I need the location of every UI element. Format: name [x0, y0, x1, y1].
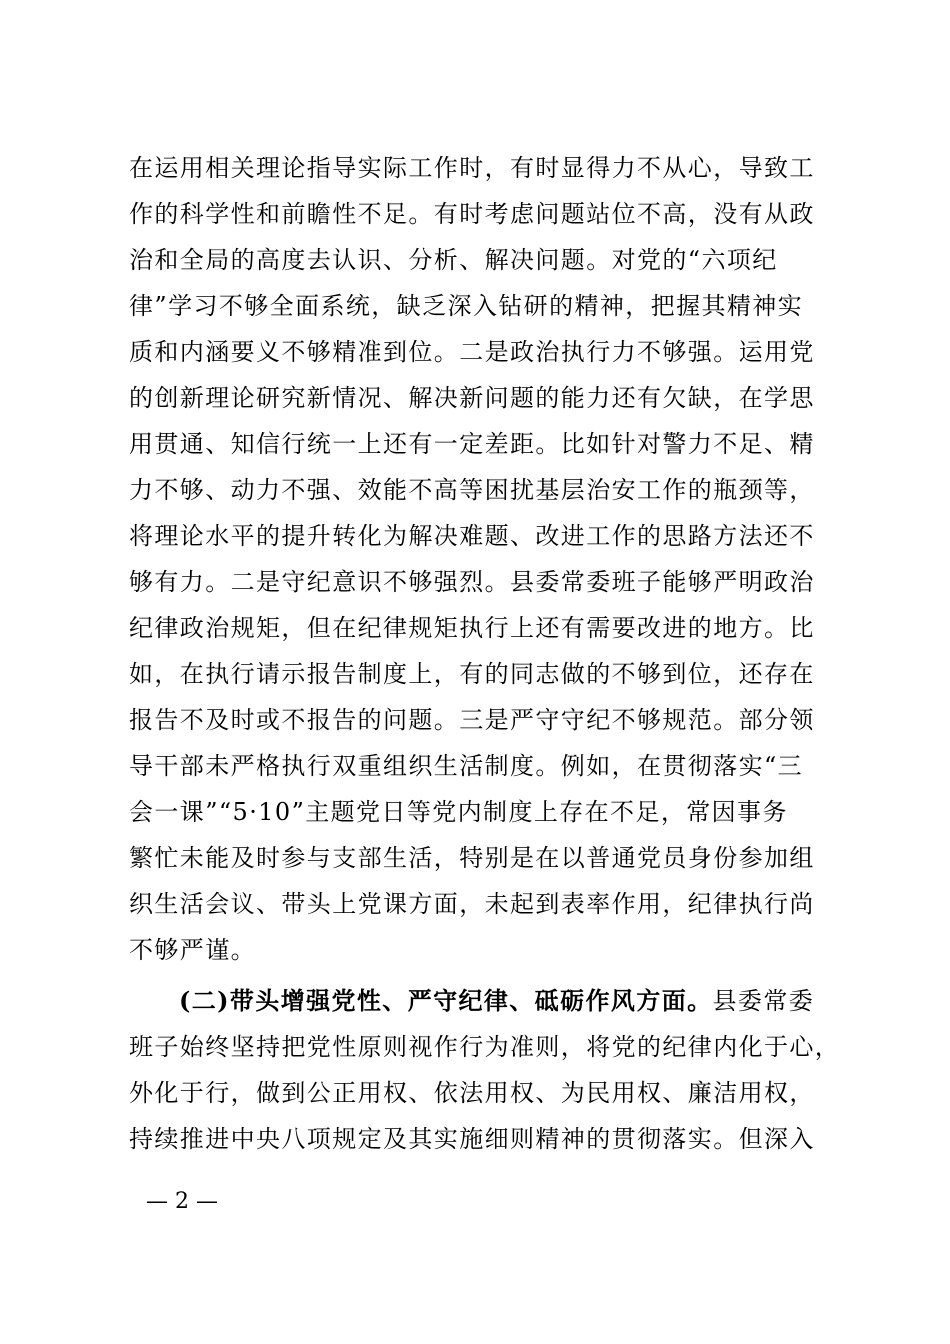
- paragraph-line: 导干部未严格执行双重组织生活制度。例如，在贯彻落实“三: [129, 752, 804, 780]
- paragraph-line: 作的科学性和前瞻性不足。有时考虑问题站位不高，没有从政: [129, 200, 815, 228]
- paragraph-line: 力不够、动力不强、效能不高等困扰基层治安工作的瓶颈等，: [129, 476, 815, 504]
- paragraph-line: 班子始终坚持把党性原则视作行为准则，将党的纪律内化于心，: [129, 1033, 841, 1061]
- paragraph-line: 用贯通、知信行统一上还有一定差距。比如针对警力不足、精: [129, 430, 815, 458]
- paragraph-line: 持续推进中央八项规定及其实施细则精神的贯彻落实。但深入: [129, 1125, 815, 1153]
- paragraph-line: 织生活会议、带头上党课方面，未起到表率作用，纪律执行尚: [129, 890, 815, 918]
- paragraph-line: 外化于行，做到公正用权、依法用权、为民用权、廉洁用权，: [129, 1079, 815, 1107]
- paragraph-line: 质和内涵要义不够精准到位。二是政治执行力不够强。运用党: [129, 338, 815, 366]
- paragraph-line: 繁忙未能及时参与支部生活，特别是在以普通党员身份参加组: [129, 844, 815, 872]
- paragraph-line: 报告不及时或不报告的问题。三是严守守纪不够规范。部分领: [129, 706, 815, 734]
- paragraph-line: 将理论水平的提升转化为解决难题、改进工作的思路方法还不: [129, 522, 815, 550]
- page-number: — 2 —: [146, 1189, 218, 1214]
- section-heading: (二)带头增强党性、严守纪律、砥砺作风方面。: [179, 986, 713, 1015]
- paragraph-line: 如，在执行请示报告制度上，有的同志做的不够到位，还存在: [129, 660, 815, 688]
- paragraph-line: 纪律政治规矩，但在纪律规矩执行上还有需要改进的地方。比: [129, 614, 815, 642]
- paragraph-line: 够有力。二是守纪意识不够强烈。县委常委班子能够严明政治: [129, 568, 815, 596]
- paragraph-line: 不够严谨。: [129, 936, 256, 964]
- paragraph-line: 会一课”“5·10”主题党日等党内制度上存在不足，常因事务: [129, 798, 788, 826]
- paragraph-line: 的创新理论研究新情况、解决新问题的能力还有欠缺，在学思: [129, 384, 815, 412]
- paragraph-line: 治和全局的高度去认识、分析、解决问题。对党的“六项纪: [129, 246, 778, 274]
- paragraph-line: 在运用相关理论指导实际工作时，有时显得力不从心，导致工: [129, 154, 815, 182]
- section-first-line: [179, 986, 879, 1016]
- paragraph-line: 律”学习不够全面系统，缺乏深入钻研的精神，把握其精神实: [129, 292, 804, 320]
- section-first-line-text: 县委常委: [712, 987, 815, 1015]
